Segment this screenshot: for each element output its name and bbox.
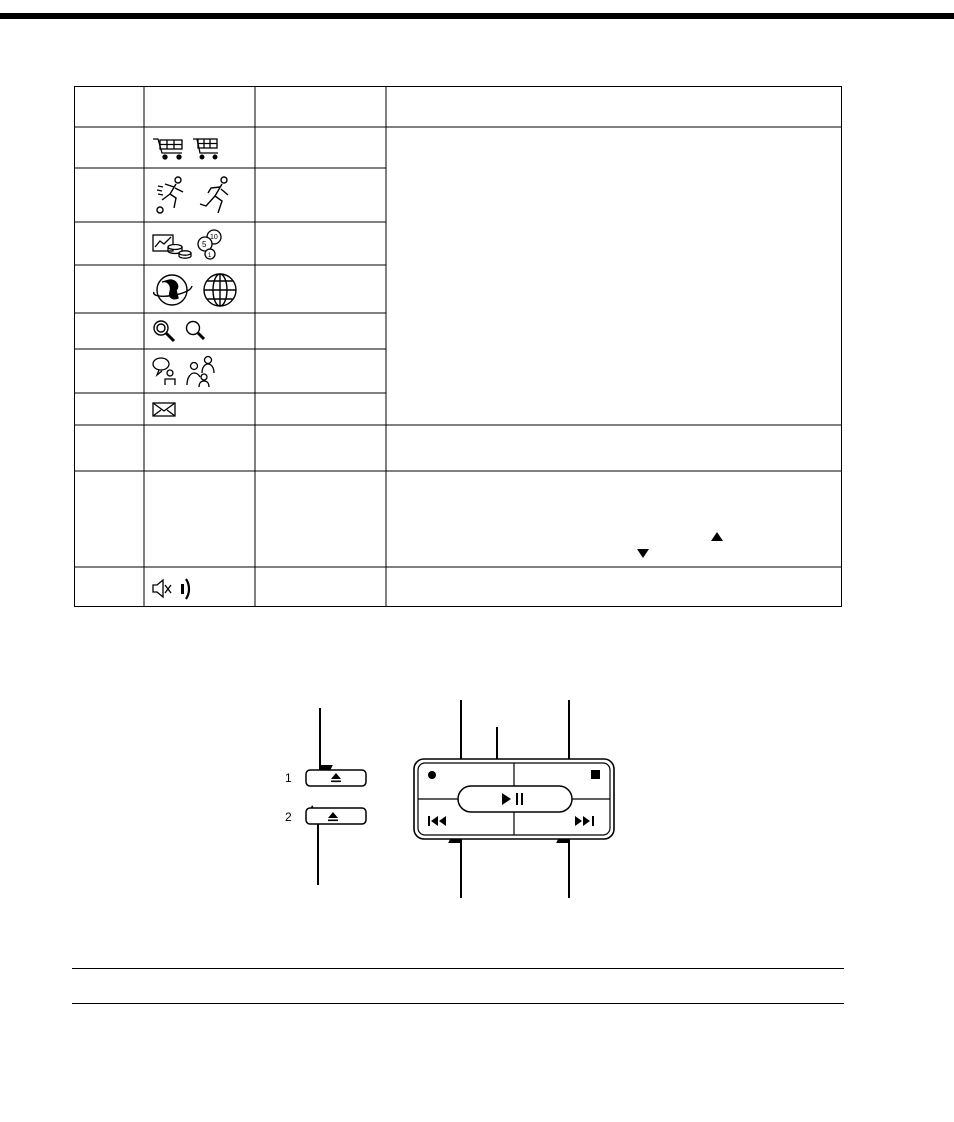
mute-icon: [153, 580, 171, 597]
stop-icon: [591, 770, 600, 779]
globe-icon: [204, 274, 236, 306]
magnifier-icon: [154, 321, 174, 341]
people-icon: [187, 357, 214, 388]
play-pause-button[interactable]: [458, 786, 572, 812]
control-buttons-diagram: [0, 690, 954, 910]
shopping-cart-icon: [153, 139, 182, 159]
coins-icon: [198, 230, 221, 259]
svg-text:1: 1: [208, 253, 212, 259]
row-2-icons: [154, 176, 236, 216]
eject-button-2[interactable]: [306, 808, 366, 824]
row-4-icons: [152, 272, 242, 308]
footer-rule-bottom: [72, 1003, 844, 1004]
row-1-icons: [152, 136, 224, 162]
eject-2-label: 2: [285, 810, 292, 824]
finance-chart-coins-icon: [153, 235, 191, 258]
runner-icon: [200, 177, 228, 213]
globe-orbit-icon: [154, 275, 192, 305]
down-triangle-icon: [637, 549, 649, 558]
button-reference-table: [74, 86, 842, 607]
volume-icon: [181, 579, 189, 599]
magnifier-small-icon: [187, 322, 205, 340]
svg-text:5: 5: [202, 240, 207, 249]
eject-1-label: 1: [285, 771, 292, 785]
up-triangle-icon: [711, 532, 723, 541]
envelope-icon: [153, 403, 175, 416]
record-icon: [428, 771, 436, 779]
row-6-icons: [152, 355, 220, 389]
svg-text:10: 10: [210, 234, 218, 241]
footer-rule-top: [72, 968, 844, 969]
row-3-icons: [152, 229, 228, 261]
chat-person-icon: [153, 358, 175, 385]
table-grid: [74, 86, 842, 607]
eject-button-1[interactable]: [306, 770, 366, 786]
header-rule: [0, 0, 954, 19]
row-10-icons: [152, 576, 196, 602]
row-7-icons: [152, 402, 178, 418]
soccer-player-icon: [157, 177, 183, 213]
row-5-icons: [152, 319, 212, 345]
shopping-cart-outline-icon: [193, 139, 218, 159]
